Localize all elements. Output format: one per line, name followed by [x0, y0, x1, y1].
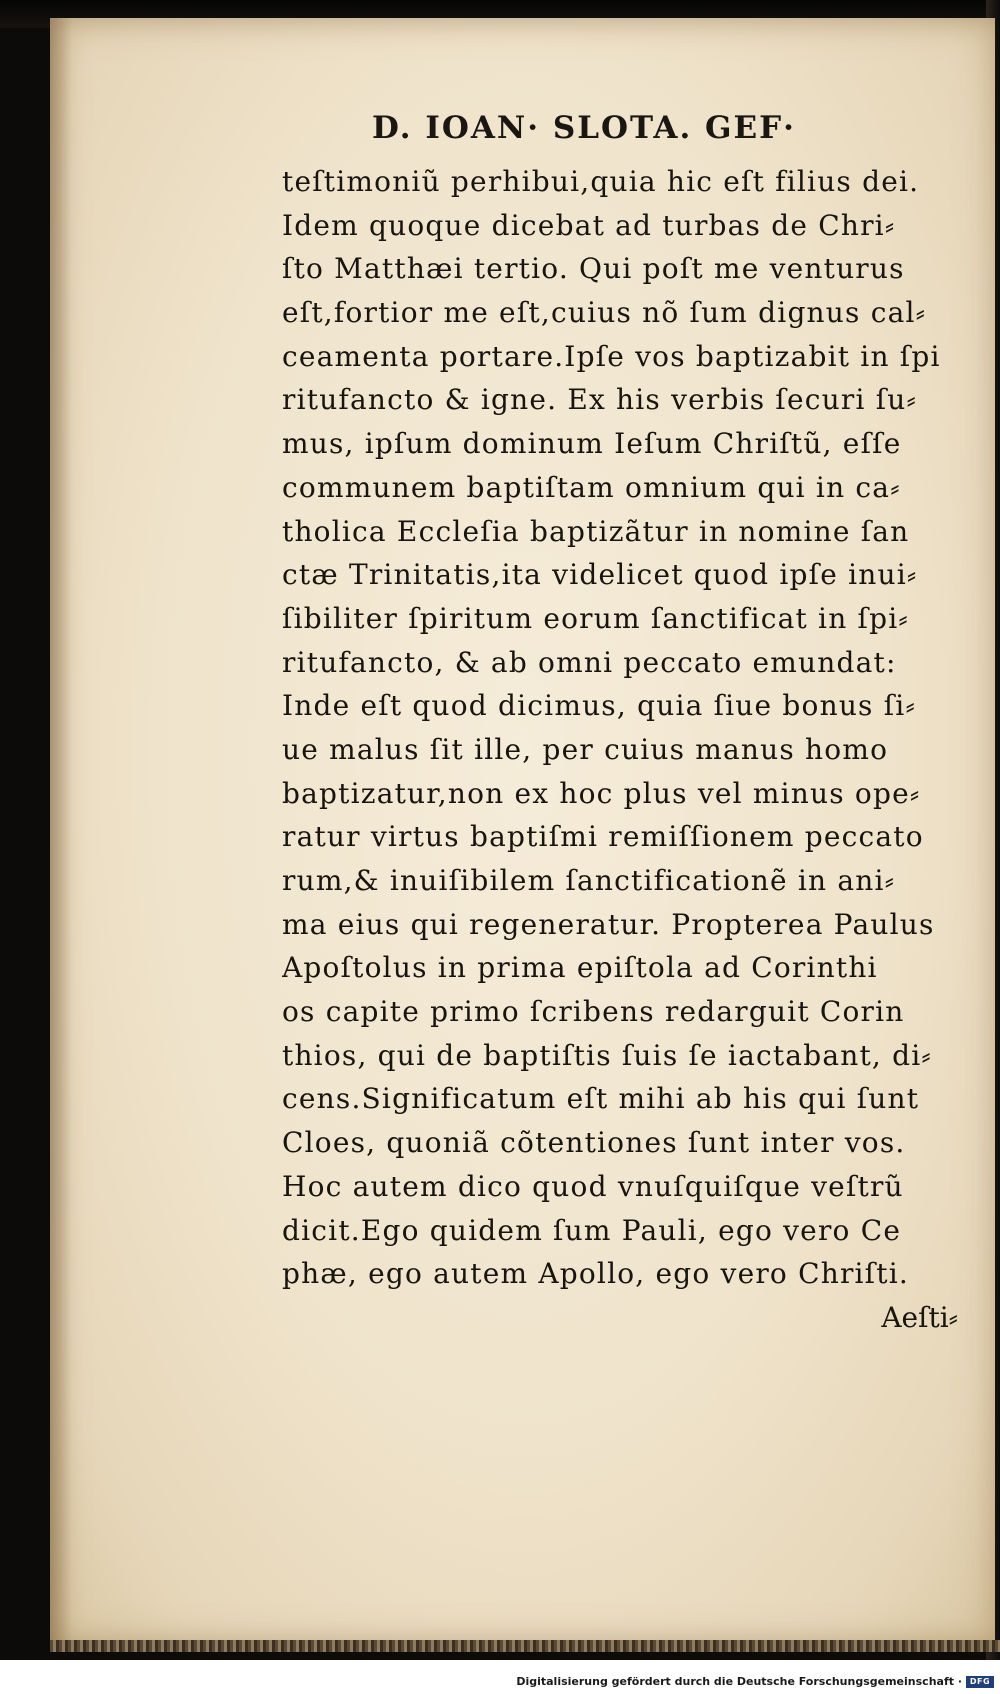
- text-line: thios, qui de baptiſtis ſuis ſe iactabant, di⸗: [282, 1038, 932, 1072]
- text-line: communem baptiſtam omnium qui in ca⸗: [282, 470, 901, 504]
- running-head: D. IOAN· SLOTA. GEF·: [372, 110, 796, 146]
- text-line: Apoſtolus in prima epiſtola ad Corinthi: [282, 951, 878, 985]
- text-line: teſtimoniũ perhibui,quia hic eſt filius dei.: [282, 165, 920, 198]
- catchword: Aeſti⸗: [881, 1300, 958, 1334]
- text-line: ceamenta portare.Ipſe vos baptizabit in ſpi: [282, 339, 941, 373]
- dfg-logo: DFG: [966, 1676, 994, 1688]
- text-line: ratur virtus baptiſmi remiſſionem peccato: [282, 820, 924, 854]
- text-line: Cloes, quoniã cõtentiones ſunt inter vos.: [282, 1126, 906, 1160]
- gutter-shadow: [50, 18, 72, 1646]
- text-line: cens.Significatum eſt mihi ab his qui ſunt: [282, 1082, 920, 1116]
- text-line: os capite primo ſcribens redarguit Corin: [282, 995, 905, 1029]
- text-line: baptizatur,non ex hoc plus vel minus ope⸗: [282, 776, 921, 810]
- page-body-text: [282, 160, 968, 1340]
- text-line: Hoc autem dico quod vnuſquiſque veſtrũ: [282, 1169, 904, 1203]
- text-line: phæ, ego autem Apollo, ego vero Chriſti.: [282, 1257, 909, 1291]
- text-line: Inde eſt quod dicimus, quia ſiue bonus ſi⸗: [282, 689, 916, 723]
- text-line: ue malus ſit ille, per cuius manus homo: [282, 732, 889, 766]
- text-line: ritufancto, & ab omni peccato emundat:: [282, 645, 897, 679]
- text-line: ctæ Trinitatis,ita videlicet quod ipſe inui⸗: [282, 558, 918, 592]
- text-line: ſibiliter ſpiritum eorum ſanctificat in ſpi⸗: [282, 601, 909, 635]
- text-line: ritufancto & igne. Ex his verbis ſecuri ſu⸗: [282, 383, 918, 417]
- text-line: dicit.Ego quidem ſum Pauli, ego vero Ce: [282, 1213, 902, 1247]
- text-line: ſto Matthæi tertio. Qui poſt me venturus: [282, 252, 905, 286]
- funding-credit: Digitalisierung gefördert durch die Deutsche Forschungsgemeinschaft ·: [516, 1675, 962, 1688]
- page-bottom-edge: [50, 1640, 1000, 1652]
- text-line: Idem quoque dicebat ad turbas de Chri⸗: [282, 208, 896, 242]
- text-line: ma eius qui regeneratur. Propterea Paulus: [282, 907, 935, 941]
- text-line: mus, ipſum dominum Ieſum Chriſtũ, eſſe: [282, 427, 902, 461]
- text-line: rum,& inuiſibilem ſanctificationẽ in ani⸗: [282, 864, 896, 897]
- text-line: eſt,fortior me eſt,cuius nõ ſum dignus cal⸗: [282, 296, 927, 330]
- text-line: tholica Eccleſia baptizãtur in nomine ſan: [282, 514, 910, 548]
